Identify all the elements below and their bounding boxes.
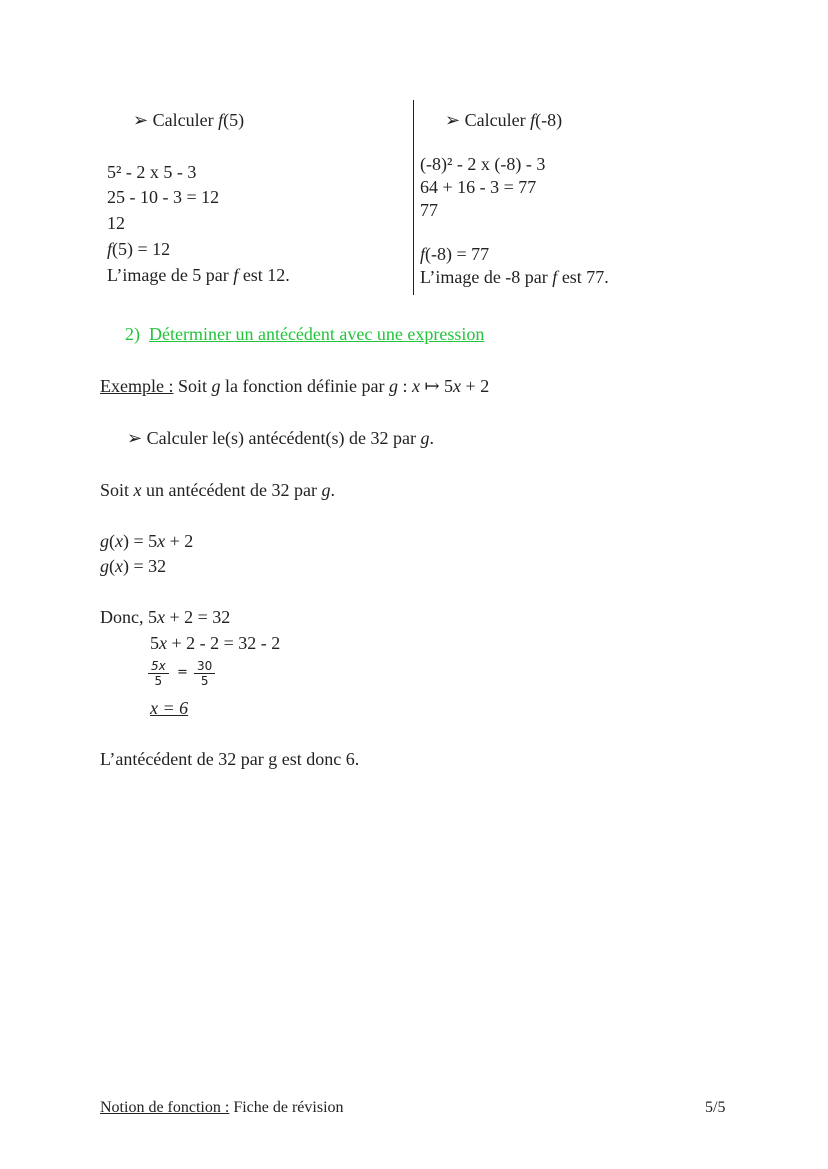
right-line2: 64 + 16 - 3 = 77: [420, 177, 537, 197]
final-sentence: L’antécédent de 32 par g est donc 6.: [100, 749, 360, 769]
section-heading: 2) Déterminer un antécédent avec une expression: [125, 324, 485, 344]
arrow-icon: ➢: [445, 110, 461, 130]
right-conclusion: L’image de -8 par f est 77.: [420, 267, 609, 287]
footer-title: Notion de fonction : Fiche de révision: [100, 1099, 344, 1116]
task-line: ➢ Calculer le(s) antécédent(s) de 32 par g.: [127, 428, 434, 448]
left-conclusion: L’image de 5 par f est 12.: [107, 265, 290, 285]
right-line1: (-8)² - 2 x (-8) - 3: [420, 154, 546, 174]
left-line2: 25 - 10 - 3 = 12: [107, 187, 220, 207]
right-heading: ➢ Calculer f(-8): [445, 110, 563, 130]
right-result: f(-8) = 77: [420, 244, 490, 264]
left-line1: 5² - 2 x 5 - 3: [107, 162, 197, 182]
equation-1: g(x) = 5x + 2: [100, 531, 194, 551]
left-line3: 12: [107, 213, 125, 233]
page-number: 5/5: [705, 1099, 726, 1116]
equals-sign: =: [177, 665, 188, 680]
solve-step-2: 5x + 2 - 2 = 32 - 2: [150, 633, 281, 653]
fraction-30-over-5: $\frac{30}{5}$: [194, 659, 215, 688]
left-heading: ➢ Calculer f(5): [133, 110, 245, 130]
left-result: f(5) = 12: [107, 239, 171, 259]
equation-2: g(x) = 32: [100, 556, 167, 576]
solve-step-1: Donc, 5x + 2 = 32: [100, 607, 231, 627]
answer: x = 6: [150, 698, 189, 718]
arrow-icon: ➢: [133, 110, 149, 130]
right-line3: 77: [420, 200, 438, 220]
column-divider: [413, 100, 414, 295]
example-line: Exemple : Soit g la fonction définie par g : x ↦ 5x + 2: [100, 376, 490, 396]
soit-line: Soit x un antécédent de 32 par g.: [100, 480, 335, 500]
fraction-5x-over-5: $\frac{5x}{5}$: [148, 659, 169, 688]
arrow-icon: ➢: [127, 428, 143, 448]
